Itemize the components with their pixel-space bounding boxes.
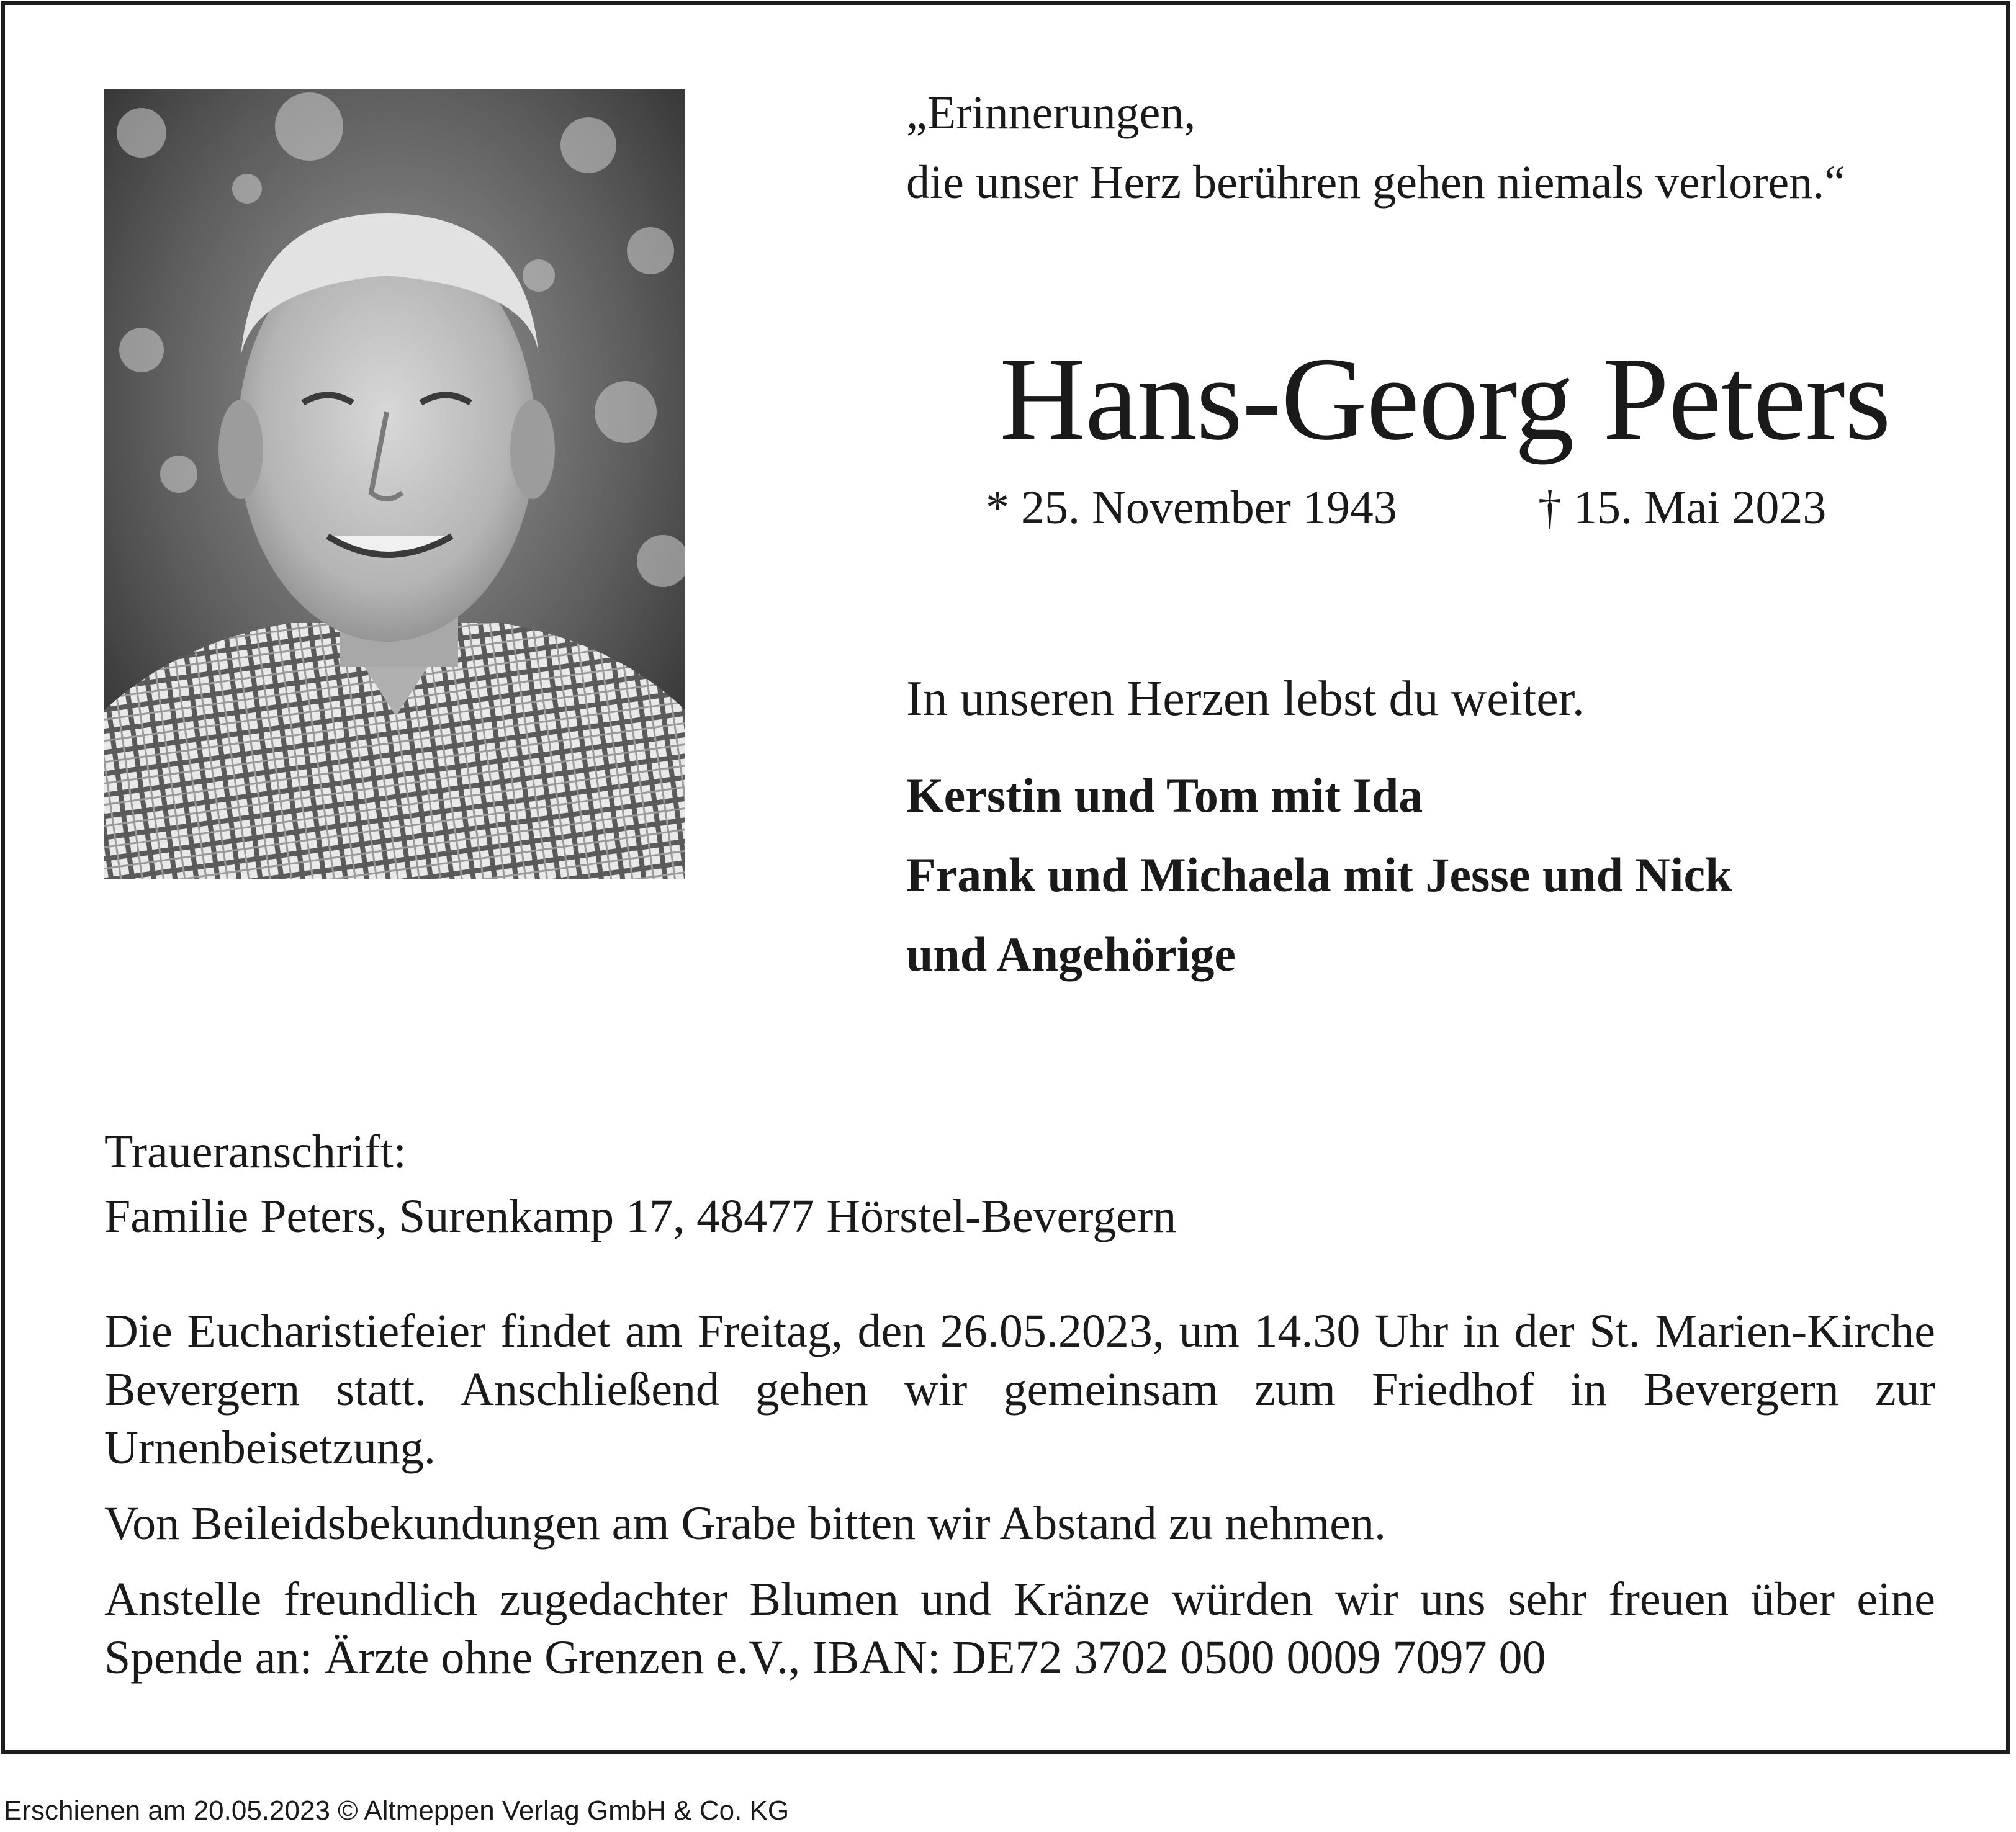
donation-paragraph: Anstelle freundlich zugedachter Blumen und Kränze würden wir uns sehr freuen über eine Spende an: Ärzte ohne Grenzen e.V., IBAN: DE72 3702 0500 0009 7097 00 <box>104 1573 1935 1684</box>
address-line: Familie Peters, Surenkamp 17, 48477 Hörstel-Bevergern <box>104 1190 1177 1242</box>
birth-date: * 25. November 1943 <box>986 482 1397 534</box>
portrait-photo-illustration <box>104 89 685 879</box>
quote-line-2: die unser Herz berühren gehen niemals verloren.“ <box>906 156 1845 209</box>
ceremony-paragraph: Die Eucharistiefeier findet am Freitag, den 26.05.2023, um 14.30 Uhr in der St. Marien-Kirche Bevergern statt. Anschließend gehen wir gemeinsam zum Friedhof in Bevergern zur Urnenbeisetzung. <box>104 1305 1935 1474</box>
service-details <box>104 1302 1935 1704</box>
mourners-list <box>906 756 1732 994</box>
mourner-line: und Angehörige <box>906 927 1236 981</box>
mourner-line: Kerstin und Tom mit Ida <box>906 768 1423 822</box>
deceased-name: Hans-Georg Peters <box>999 333 1891 465</box>
obituary-frame <box>1 1 2010 1754</box>
publication-footer: Erschienen am 20.05.2023 © Altmeppen Verlag GmbH & Co. KG <box>4 1795 790 1826</box>
address-label: Traueranschrift: <box>104 1126 407 1178</box>
condolences-paragraph: Von Beileidsbekundungen am Grabe bitten wir Abstand zu nehmen. <box>104 1497 1386 1550</box>
memorial-motto: In unseren Herzen lebst du weiter. <box>906 671 1585 726</box>
mourner-line: Frank und Michaela mit Jesse und Nick <box>906 848 1732 902</box>
mourning-address <box>104 1120 1176 1249</box>
quote-line-1: „Erinnerungen, <box>906 87 1196 139</box>
portrait-photo <box>104 89 685 879</box>
death-date: † 15. Mai 2023 <box>1538 482 1827 534</box>
memorial-quote <box>906 78 1845 217</box>
